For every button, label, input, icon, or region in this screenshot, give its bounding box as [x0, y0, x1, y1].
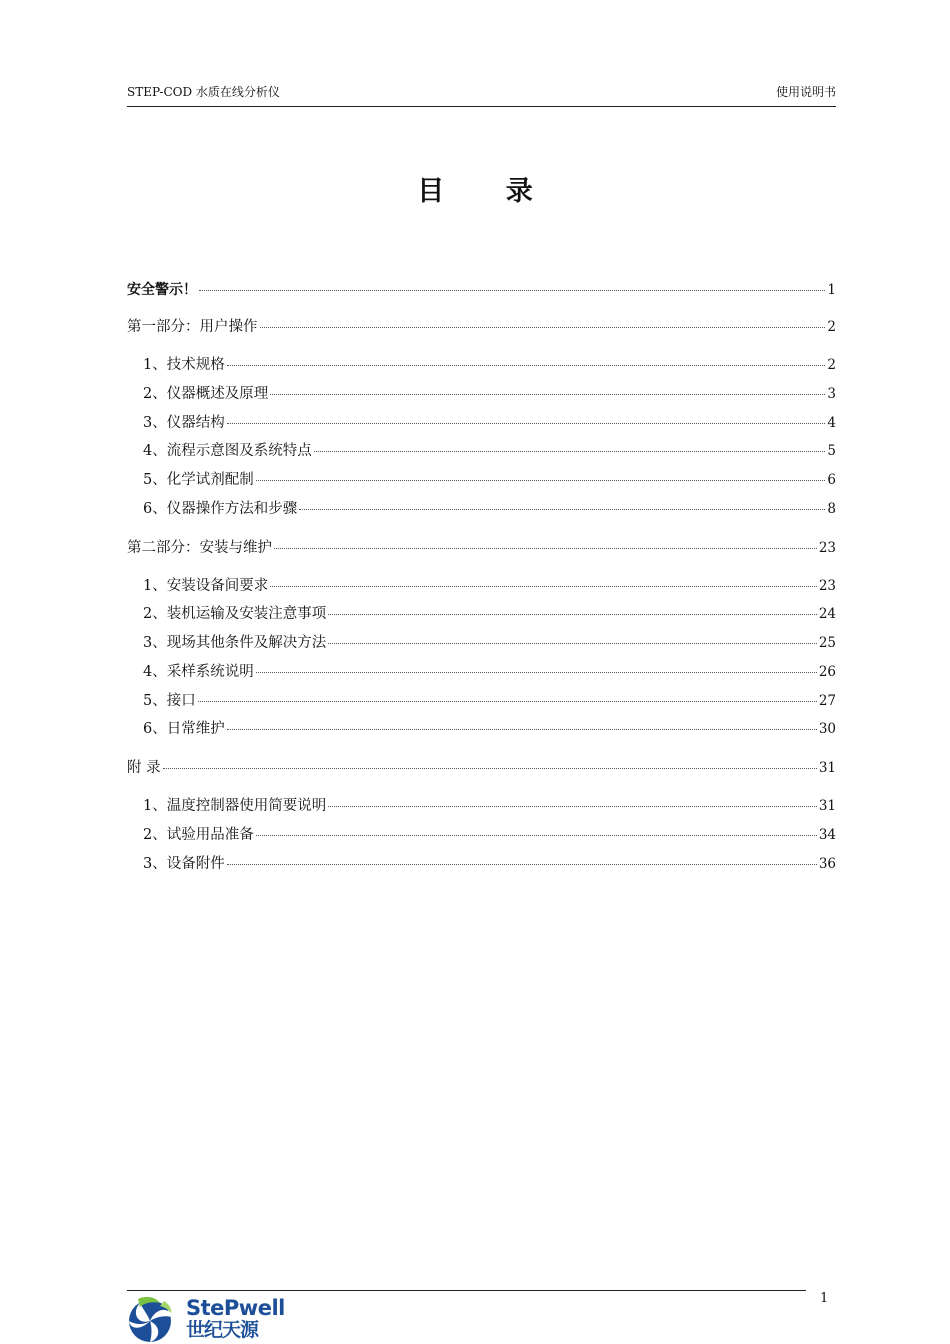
toc-leader-dots — [314, 451, 826, 452]
toc-entry-part-two[interactable] — [127, 537, 836, 559]
toc-leader-dots — [256, 480, 826, 481]
stepwell-swirl-icon — [126, 1295, 176, 1343]
toc-entry-label: 1、温度控制器使用简要说明 — [143, 798, 327, 814]
toc-entry-page: 8 — [827, 501, 836, 517]
toc-entry-page: 25 — [818, 635, 836, 651]
toc-entry-label: 6、仪器操作方法和步骤 — [143, 501, 298, 517]
page-number: 1 — [820, 1291, 829, 1306]
toc-entry-technical-specs[interactable] — [143, 354, 836, 376]
toc-entry-label: 第二部分：安装与维护 — [127, 540, 272, 556]
toc-entry-label: 6、日常维护 — [143, 721, 225, 737]
toc-entry-label: 安全警示！ — [127, 282, 197, 298]
toc-leader-dots — [270, 394, 825, 395]
stepwell-logo — [126, 1295, 285, 1343]
toc-entry-daily-maintenance[interactable] — [143, 718, 836, 740]
toc-entry-page: 27 — [818, 693, 836, 709]
toc-entry-label: 第一部分：用户操作 — [127, 319, 258, 335]
toc-leader-dots — [256, 835, 817, 836]
toc-entry-safety-warning[interactable] — [127, 279, 836, 301]
toc-leader-dots — [274, 548, 817, 549]
toc-entry-page: 2 — [827, 319, 836, 335]
toc-leader-dots — [256, 672, 817, 673]
toc-leader-dots — [270, 586, 817, 587]
toc-leader-dots — [227, 423, 826, 424]
toc-entry-page: 31 — [818, 760, 836, 776]
footer-divider — [127, 1290, 806, 1291]
toc-entry-label: 4、流程示意图及系统特点 — [143, 443, 312, 459]
toc-entry-label: 2、装机运输及安装注意事项 — [143, 606, 327, 622]
toc-entry-site-conditions[interactable] — [143, 632, 836, 654]
toc-leader-dots — [260, 327, 826, 328]
toc-entry-label: 1、安装设备间要求 — [143, 578, 269, 594]
toc-entry-room-requirements[interactable] — [143, 575, 836, 597]
toc-entry-page: 36 — [818, 856, 836, 872]
toc-entry-temp-controller[interactable] — [143, 795, 836, 817]
toc-entry-test-supplies[interactable] — [143, 824, 836, 846]
toc-entry-page: 26 — [818, 664, 836, 680]
toc-entry-overview-principle[interactable] — [143, 383, 836, 405]
toc-entry-page: 23 — [818, 540, 836, 556]
toc-entry-label: 2、仪器概述及原理 — [143, 386, 269, 402]
toc-entry-transport-install[interactable] — [143, 603, 836, 625]
toc-entry-page: 30 — [818, 721, 836, 737]
toc-entry-page: 23 — [818, 578, 836, 594]
toc-entry-label: 附 录 — [127, 760, 161, 776]
toc-leader-dots — [199, 290, 825, 291]
toc-entry-page: 24 — [818, 606, 836, 622]
page-header — [127, 84, 836, 107]
toc-leader-dots — [227, 729, 817, 730]
toc-entry-label: 3、现场其他条件及解决方法 — [143, 635, 327, 651]
toc-entry-page: 31 — [818, 798, 836, 814]
toc-entry-reagent-prep[interactable] — [143, 469, 836, 491]
toc-leader-dots — [163, 768, 817, 769]
toc-entry-label: 5、化学试剂配制 — [143, 472, 254, 488]
toc-leader-dots — [328, 643, 817, 644]
toc-leader-dots — [227, 365, 826, 366]
toc-entry-page: 3 — [827, 386, 836, 402]
toc-entry-part-one[interactable] — [127, 316, 836, 338]
toc-title: 目 录 — [417, 176, 559, 207]
toc-entry-label: 3、设备附件 — [143, 856, 225, 872]
header-manual-label: 使用说明书 — [775, 85, 836, 99]
toc-entry-page: 1 — [827, 282, 836, 298]
toc-entry-flow-diagram[interactable] — [143, 440, 836, 462]
toc-entry-page: 5 — [827, 443, 836, 459]
header-document-title: STEP-COD 水质在线分析仪 — [127, 85, 280, 99]
toc-leader-dots — [299, 509, 825, 510]
logo-text-en: StePwell — [186, 1296, 285, 1320]
toc-entry-interfaces[interactable] — [143, 690, 836, 712]
toc-entry-page: 2 — [827, 357, 836, 373]
toc-entry-accessories[interactable] — [143, 853, 836, 875]
toc-entry-structure[interactable] — [143, 412, 836, 434]
toc-entry-label: 2、试验用品准备 — [143, 827, 254, 843]
toc-entry-label: 5、接口 — [143, 693, 196, 709]
toc-entry-page: 4 — [827, 415, 836, 431]
toc-entry-label: 3、仪器结构 — [143, 415, 225, 431]
toc-entry-appendix[interactable] — [127, 757, 836, 779]
toc-leader-dots — [227, 864, 817, 865]
logo-text-cn: 世纪天源 — [186, 1319, 259, 1341]
toc-leader-dots — [328, 614, 817, 615]
toc-leader-dots — [328, 806, 817, 807]
toc-leader-dots — [198, 701, 817, 702]
toc-entry-label: 1、技术规格 — [143, 357, 225, 373]
toc-entry-label: 4、采样系统说明 — [143, 664, 254, 680]
toc-entry-page: 34 — [818, 827, 836, 843]
toc-entry-page: 6 — [827, 472, 836, 488]
toc-entry-sampling-system[interactable] — [143, 661, 836, 683]
toc-entry-operation-steps[interactable] — [143, 498, 836, 520]
